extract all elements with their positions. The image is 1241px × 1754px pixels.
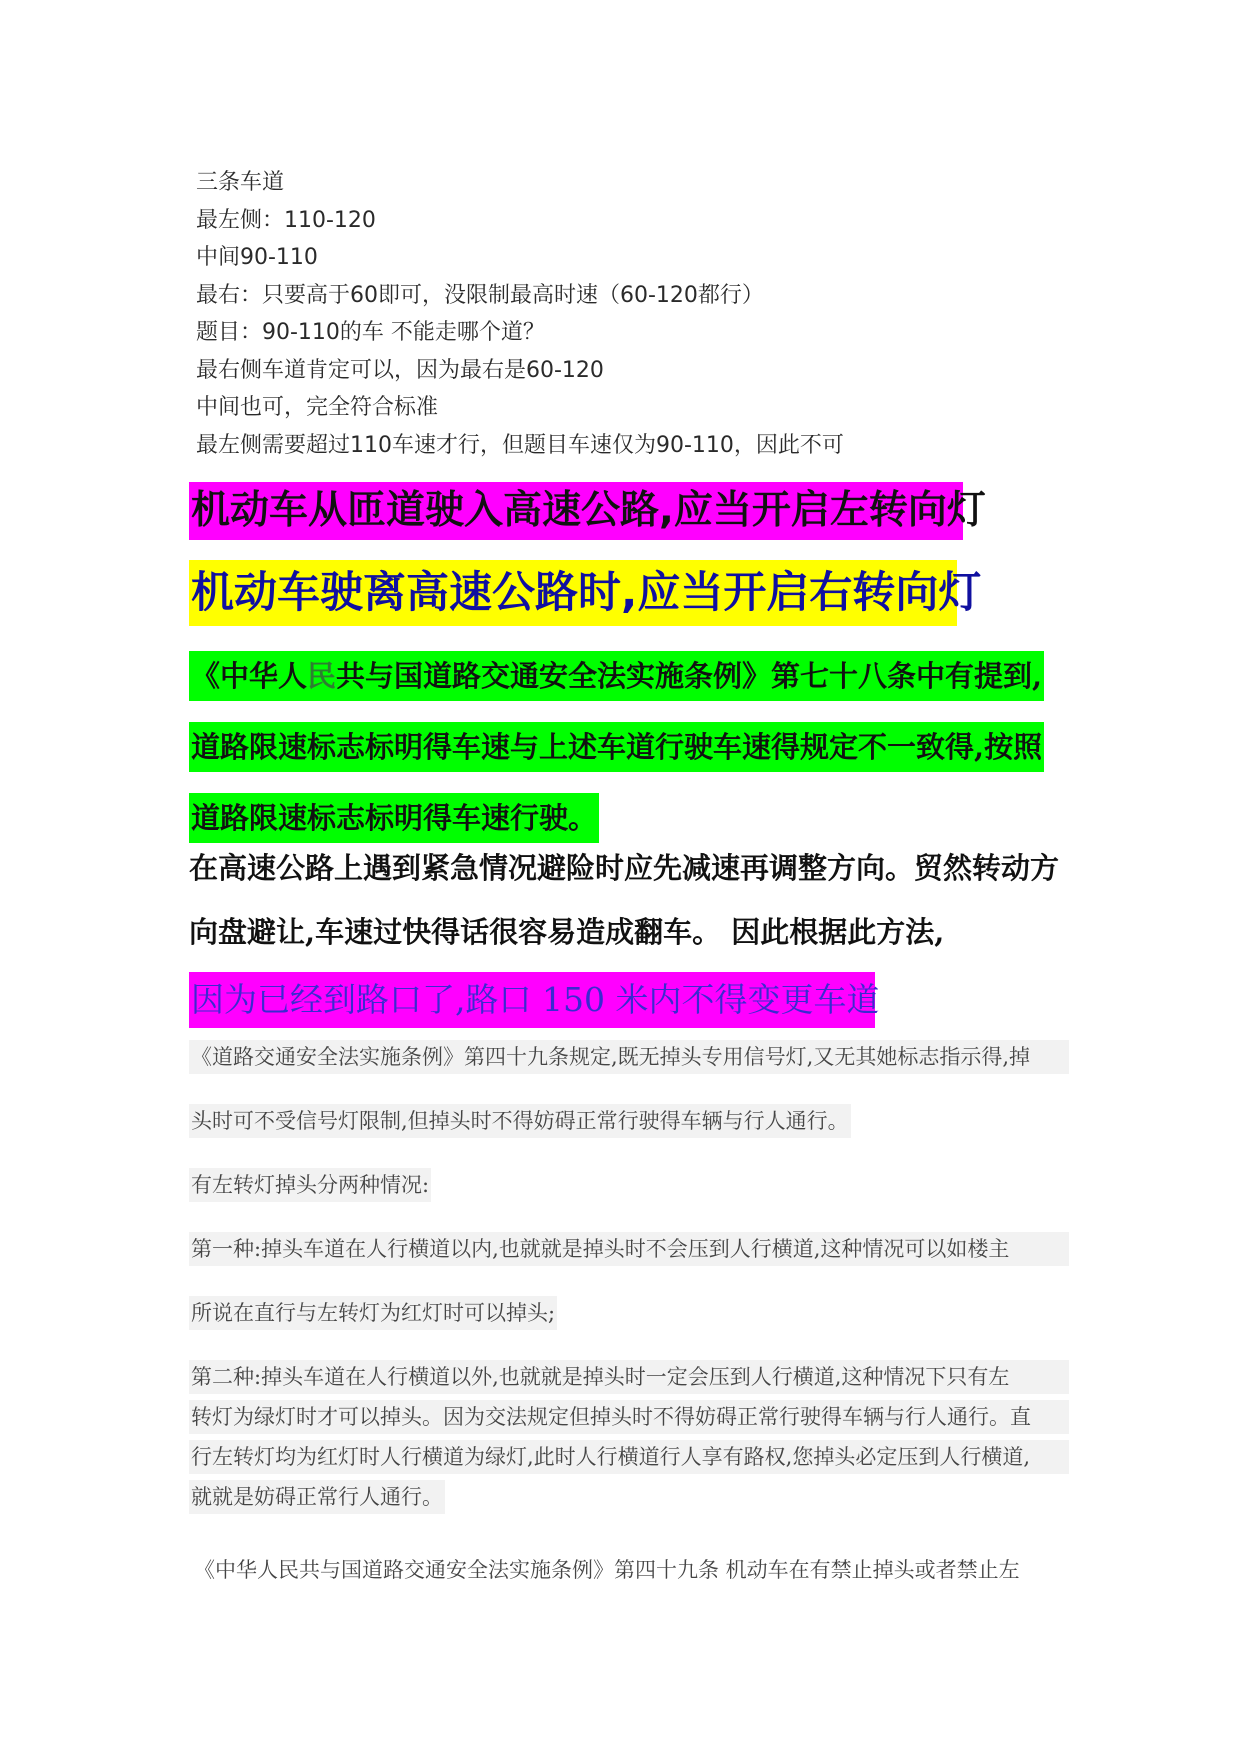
heading-exit-right-signal: 机动车驶离高速公路时,应当开启右转向灯 <box>189 560 957 626</box>
regulation-78-line-2: 道路限速标志标明得车速与上述车道行驶车速得规定不一致得,按照 <box>189 722 1044 772</box>
regulation-78-line-1 <box>189 651 1044 701</box>
regulation-78-line-3: 道路限速标志标明得车速行驶。 <box>189 793 599 843</box>
uturn-line-5: 所说在直行与左转灯为红灯时可以掉头; <box>189 1296 557 1330</box>
answer-right-lane: 最右侧车道肯定可以，因为最右是60-120 <box>196 357 604 383</box>
lane-speed-notes <box>196 164 1096 464</box>
lane-right-speed: 最右：只要高于60即可，没限制最高时速（60-120都行） <box>196 282 764 308</box>
regulation-78-text-b: 民 <box>307 659 337 693</box>
uturn-line-9: 就就是妨碍正常行人通行。 <box>189 1480 445 1514</box>
uturn-line-7: 转灯为绿灯时才可以掉头。因为交法规定但掉头时不得妨碍正常行驶得车辆与行人通行。直 <box>189 1400 1069 1434</box>
lane-left-speed: 最左侧：110-120 <box>196 207 376 233</box>
intersection-lane-change-rule: 因为已经到路口了,路口 150 米内不得变更车道 <box>189 972 875 1028</box>
answer-middle-lane: 中间也可，完全符合标准 <box>196 395 439 420</box>
heading-ramp-left-signal: 机动车从匝道驶入高速公路,应当开启左转向灯 <box>189 482 963 540</box>
emergency-line-1: 在高速公路上遇到紧急情况避险时应先减速再调整方向。贸然转动方 <box>189 851 1060 885</box>
answer-left-lane: 最左侧需要超过110车速才行，但题目车速仅为90-110，因此不可 <box>196 432 844 458</box>
regulation-49-line: 《中华人民共与国道路交通安全法实施条例》第四十九条 机动车在有禁止掉头或者禁止左 <box>194 1558 1020 1582</box>
uturn-line-8: 行左转灯均为红灯时人行横道为绿灯,此时人行横道行人享有路权,您掉头必定压到人行横道, <box>189 1440 1069 1474</box>
lane-middle-speed: 中间90-110 <box>196 245 318 270</box>
uturn-line-2: 头时可不受信号灯限制,但掉头时不得妨碍正常行驶得车辆与行人通行。 <box>189 1104 851 1138</box>
uturn-line-1: 《道路交通安全法实施条例》第四十九条规定,既无掉头专用信号灯,又无其她标志指示得,掉 <box>189 1040 1069 1074</box>
regulation-78-text-c: 共与国道路交通安全法实施条例》第七十八条中有提到, <box>336 659 1043 693</box>
lane-notes-title: 三条车道 <box>196 170 285 195</box>
emergency-paragraph <box>189 836 1069 964</box>
regulation-78-paragraph <box>189 644 1069 857</box>
emergency-line-2: 向盘避让,车速过快得话很容易造成翻车。 因此根据此方法, <box>189 915 945 949</box>
uturn-line-3: 有左转灯掉头分两种情况: <box>189 1168 431 1202</box>
uturn-line-4: 第一种:掉头车道在人行横道以内,也就就是掉头时不会压到人行横道,这种情况可以如楼主 <box>189 1232 1069 1266</box>
uturn-paragraph <box>189 1040 1069 1514</box>
uturn-line-6: 第二种:掉头车道在人行横道以外,也就就是掉头时一定会压到人行横道,这种情况下只有左 <box>189 1360 1069 1394</box>
regulation-78-text-a: 《中华人 <box>191 659 308 693</box>
question-text: 题目：90-110的车 不能走哪个道？ <box>196 320 545 345</box>
